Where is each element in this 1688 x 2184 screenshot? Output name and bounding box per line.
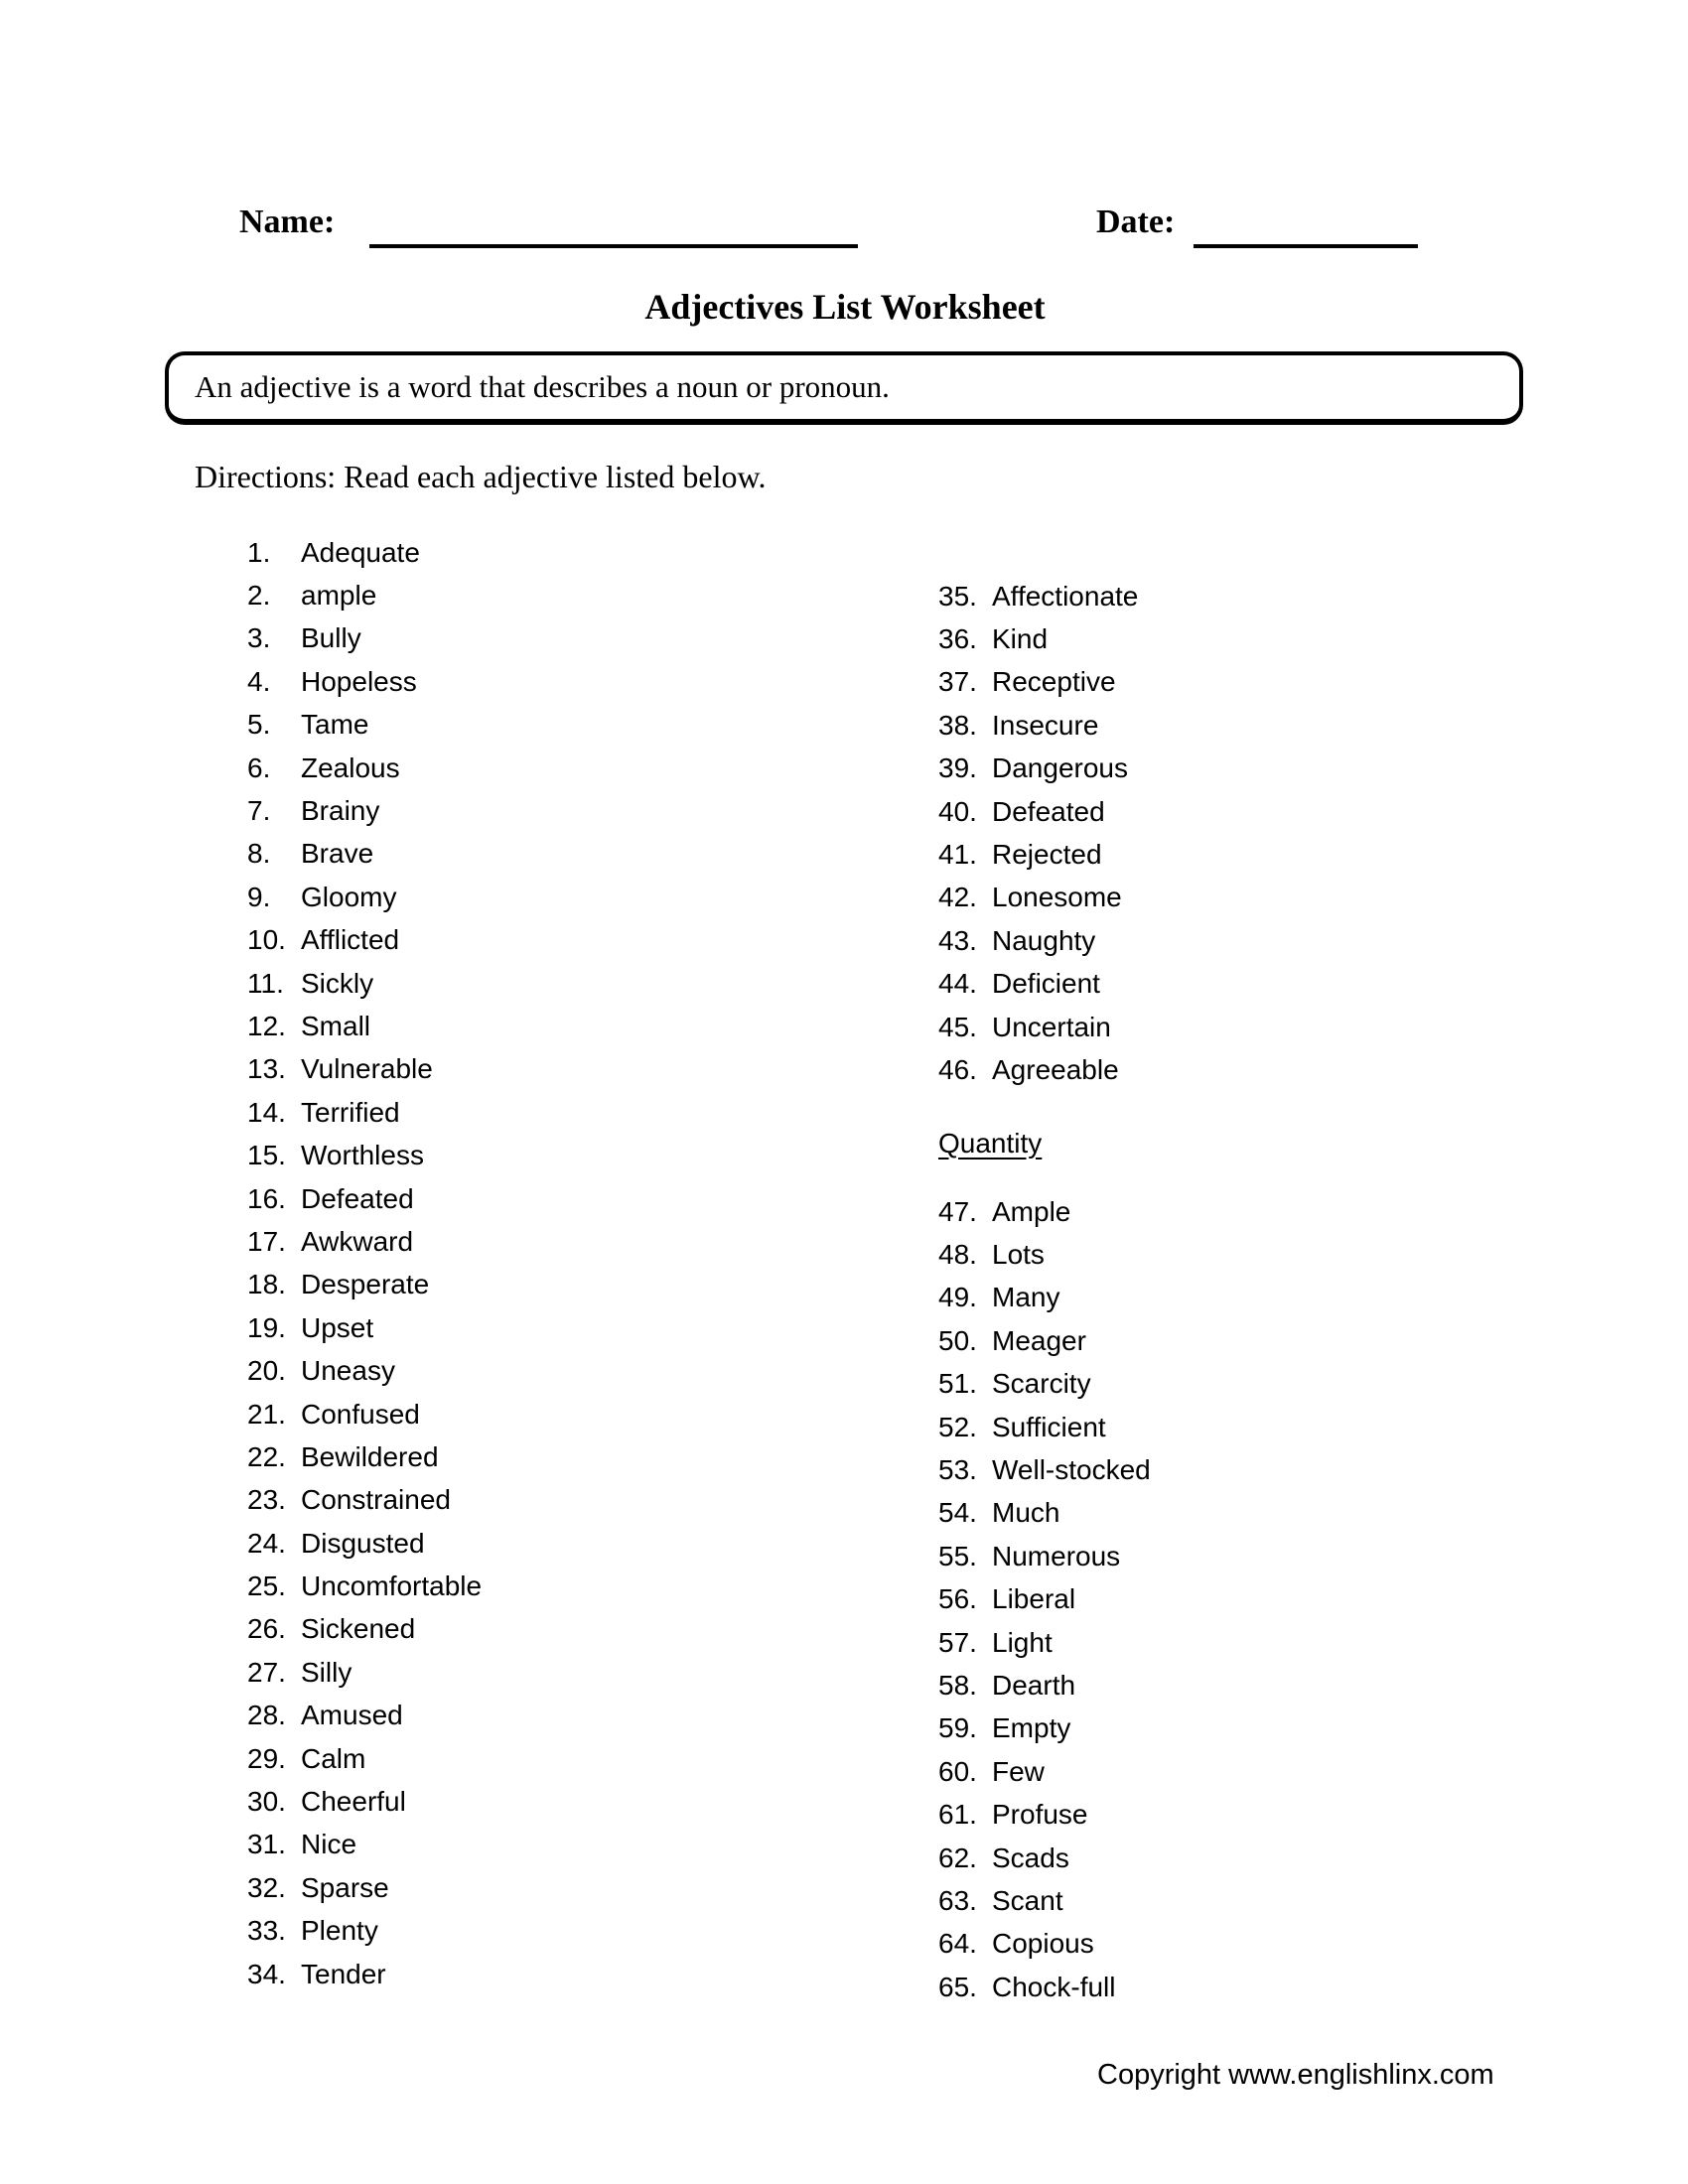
list-item [938, 877, 1138, 919]
list-item-word: Much [992, 1497, 1060, 1529]
list-item [938, 1793, 1151, 1836]
name-label: Name: [239, 204, 336, 240]
list-item [247, 1264, 482, 1306]
list-item-word: Tender [301, 1958, 386, 1989]
list-item-number: 17. [247, 1225, 286, 1257]
directions-text: Directions: Read each adjective listed below. [195, 459, 767, 494]
list-item-word: Meager [992, 1324, 1086, 1356]
list-item-number: 64. [938, 1928, 977, 1960]
definition-text: An adjective is a word that describes a noun or pronoun. [195, 369, 890, 404]
list-item-word: Affectionate [992, 580, 1139, 612]
list-item [247, 1349, 482, 1392]
list-item-number: 12. [247, 1010, 286, 1041]
list-item-word: Scarcity [992, 1368, 1091, 1400]
list-item-number: 49. [938, 1282, 977, 1313]
list-item-number: 41. [938, 839, 977, 871]
list-item-word: Deficient [992, 968, 1100, 1000]
list-item-word: Defeated [301, 1182, 414, 1214]
list-item-word: Uneasy [301, 1355, 395, 1387]
list-item-word: Copious [992, 1928, 1094, 1960]
list-item-number: 44. [938, 968, 977, 1000]
list-item [247, 1435, 482, 1478]
list-item-number: 51. [938, 1368, 977, 1400]
list-item-word: Kind [992, 623, 1049, 655]
list-item [247, 1608, 482, 1651]
list-item-number: 18. [247, 1269, 286, 1300]
list-item [938, 1578, 1151, 1621]
list-item-word: Terrified [301, 1096, 400, 1128]
list-item-number: 23. [247, 1484, 286, 1516]
list-item-number: 10. [247, 924, 286, 956]
list-item-number: 54. [938, 1497, 977, 1529]
list-item-word: Adequate [301, 536, 420, 568]
adjective-list-right-column-bottom [938, 1190, 1151, 2008]
definition-box [165, 351, 1523, 425]
list-item-word: Vulnerable [301, 1053, 433, 1085]
list-item-number: 50. [938, 1324, 977, 1356]
list-item-number: 8. [247, 838, 271, 870]
list-item-number: 30. [247, 1786, 286, 1818]
list-item-number: 13. [247, 1053, 286, 1085]
list-item [247, 531, 482, 574]
list-item [247, 1306, 482, 1349]
list-item [247, 1220, 482, 1263]
list-item-number: 1. [247, 536, 271, 568]
list-item-number: 20. [247, 1355, 286, 1387]
list-item [938, 919, 1138, 962]
list-item [247, 1565, 482, 1607]
list-item-word: Many [992, 1282, 1060, 1313]
list-item [938, 1492, 1151, 1535]
list-item-number: 29. [247, 1742, 286, 1774]
list-item-number: 38. [938, 709, 977, 741]
list-item-word: Worthless [301, 1140, 424, 1171]
list-item-word: Sickened [301, 1613, 416, 1645]
list-item-number: 52. [938, 1411, 977, 1442]
list-item [247, 1737, 482, 1780]
list-item-word: Insecure [992, 709, 1099, 741]
list-item-number: 39. [938, 752, 977, 784]
adjective-list-left-column [247, 531, 482, 1995]
date-label: Date: [1096, 204, 1176, 240]
list-item-word: Confused [301, 1398, 420, 1430]
list-item-number: 59. [938, 1712, 977, 1744]
list-item [247, 789, 482, 832]
list-item [247, 1651, 482, 1694]
list-item-number: 14. [247, 1096, 286, 1128]
list-item [938, 1535, 1151, 1577]
list-item [247, 1866, 482, 1909]
list-item-number: 43. [938, 924, 977, 956]
list-item [247, 876, 482, 918]
list-item [247, 1695, 482, 1737]
list-item-number: 16. [247, 1182, 286, 1214]
list-item-word: Defeated [992, 795, 1105, 827]
list-item [938, 1006, 1138, 1048]
list-item-number: 63. [938, 1884, 977, 1916]
list-item-number: 3. [247, 622, 271, 654]
list-item [938, 704, 1138, 747]
list-item-number: 36. [938, 623, 977, 655]
list-item [938, 963, 1138, 1006]
list-item-number: 45. [938, 1011, 977, 1042]
list-item-number: 19. [247, 1311, 286, 1343]
list-item-number: 55. [938, 1540, 977, 1571]
list-item-number: 42. [938, 882, 977, 913]
list-item-word: Sparse [301, 1871, 389, 1903]
list-item [938, 1923, 1151, 1966]
list-item-word: Awkward [301, 1225, 414, 1257]
list-item-word: Bully [301, 622, 361, 654]
list-item [247, 1824, 482, 1866]
list-item-word: Hopeless [301, 665, 417, 697]
list-item-number: 61. [938, 1799, 977, 1831]
list-item-word: Zealous [301, 751, 400, 783]
list-item [938, 1707, 1151, 1750]
list-item-number: 22. [247, 1440, 286, 1472]
list-item-number: 46. [938, 1053, 977, 1085]
list-item [938, 575, 1138, 617]
list-item-word: Cheerful [301, 1786, 406, 1818]
list-item [247, 1091, 482, 1134]
list-item-word: Sickly [301, 967, 374, 999]
list-item [938, 1879, 1151, 1922]
list-item-number: 4. [247, 665, 271, 697]
name-blank-line [369, 208, 858, 248]
list-item-number: 21. [247, 1398, 286, 1430]
list-item [938, 1750, 1151, 1793]
list-item [247, 1048, 482, 1091]
list-item-word: Scant [992, 1884, 1063, 1916]
list-item-number: 11. [247, 967, 284, 999]
list-item-word: Naughty [992, 924, 1096, 956]
list-item-number: 62. [938, 1842, 977, 1873]
list-item-word: Lonesome [992, 882, 1122, 913]
list-item-number: 28. [247, 1700, 286, 1731]
list-item [247, 1479, 482, 1522]
list-item [247, 962, 482, 1005]
list-item [247, 1393, 482, 1435]
list-item-number: 35. [938, 580, 977, 612]
list-item [247, 660, 482, 703]
list-item-word: Light [992, 1626, 1053, 1658]
list-item [938, 790, 1138, 833]
list-item [938, 1190, 1151, 1233]
list-item-number: 7. [247, 795, 271, 827]
list-item-number: 53. [938, 1454, 977, 1486]
list-item-word: Brainy [301, 795, 380, 827]
list-item [247, 1780, 482, 1823]
list-item [247, 833, 482, 876]
list-item [938, 1448, 1151, 1491]
list-item-number: 24. [247, 1527, 286, 1559]
list-item [247, 1134, 482, 1176]
list-item-number: 56. [938, 1583, 977, 1615]
list-item-word: Uncomfortable [301, 1570, 483, 1602]
list-item-number: 26. [247, 1613, 286, 1645]
list-item-word: Dearth [992, 1669, 1076, 1701]
list-item-word: Silly [301, 1656, 352, 1688]
list-item-number: 2. [247, 580, 271, 612]
list-item-word: Empty [992, 1712, 1071, 1744]
list-item-number: 60. [938, 1755, 977, 1787]
list-item-word: Disgusted [301, 1527, 425, 1559]
list-item [247, 617, 482, 660]
list-item-word: Desperate [301, 1269, 430, 1300]
list-item [938, 1664, 1151, 1706]
list-item-number: 33. [247, 1915, 286, 1947]
list-item [938, 833, 1138, 876]
list-item-number: 37. [938, 666, 977, 698]
list-item [938, 1621, 1151, 1664]
list-item [938, 1277, 1151, 1319]
list-item-word: Gloomy [301, 881, 397, 912]
list-item [938, 617, 1138, 660]
list-item-number: 5. [247, 709, 271, 741]
list-item [247, 574, 482, 616]
list-item [247, 1910, 482, 1953]
list-item-word: Sufficient [992, 1411, 1106, 1442]
page-title: Adjectives List Worksheet [644, 287, 1046, 327]
list-item-number: 58. [938, 1669, 977, 1701]
list-item-number: 40. [938, 795, 977, 827]
list-item [247, 747, 482, 789]
adjective-list-right-column-top [938, 575, 1138, 1092]
list-item [247, 1005, 482, 1047]
list-item-word: ample [301, 580, 377, 612]
list-item [938, 661, 1138, 704]
list-item-word: Calm [301, 1742, 366, 1774]
list-item-word: Upset [301, 1311, 374, 1343]
list-item-word: Nice [301, 1829, 357, 1860]
list-item-number: 31. [247, 1829, 286, 1860]
list-item [938, 1837, 1151, 1879]
date-blank-line [1194, 208, 1418, 248]
list-item-word: Lots [992, 1239, 1045, 1271]
list-item-word: Tame [301, 709, 369, 741]
list-item-number: 57. [938, 1626, 977, 1658]
list-item-word: Amused [301, 1700, 403, 1731]
list-item-word: Agreeable [992, 1053, 1119, 1085]
list-item-word: Few [992, 1755, 1045, 1787]
list-item-number: 25. [247, 1570, 286, 1602]
list-item-word: Afflicted [301, 924, 400, 956]
list-item-number: 15. [247, 1140, 286, 1171]
list-item-number: 65. [938, 1971, 977, 2002]
list-item-number: 48. [938, 1239, 977, 1271]
list-item-number: 34. [247, 1958, 286, 1989]
list-item [938, 1233, 1151, 1276]
list-item [247, 704, 482, 747]
list-item [247, 1953, 482, 1995]
list-item [938, 1406, 1151, 1448]
list-item [247, 1522, 482, 1565]
list-item-word: Well-stocked [992, 1454, 1151, 1486]
quantity-section-heading: Quantity [938, 1127, 1043, 1159]
list-item-word: Brave [301, 838, 374, 870]
list-item-number: 27. [247, 1656, 286, 1688]
list-item [247, 1177, 482, 1220]
list-item-word: Chock-full [992, 1971, 1116, 2002]
list-item [938, 1048, 1138, 1091]
list-item [247, 919, 482, 962]
list-item-number: 9. [247, 881, 271, 912]
list-item-word: Profuse [992, 1799, 1088, 1831]
list-item-number: 32. [247, 1871, 286, 1903]
list-item-word: Plenty [301, 1915, 378, 1947]
list-item-word: Scads [992, 1842, 1069, 1873]
list-item-number: 6. [247, 751, 271, 783]
list-item-word: Rejected [992, 839, 1102, 871]
list-item-number: 47. [938, 1195, 977, 1227]
list-item-word: Liberal [992, 1583, 1076, 1615]
list-item-word: Uncertain [992, 1011, 1111, 1042]
list-item [938, 1363, 1151, 1406]
copyright-text: Copyright www.englishlinx.com [1097, 2059, 1494, 2091]
list-item-word: Constrained [301, 1484, 451, 1516]
list-item-word: Receptive [992, 666, 1116, 698]
list-item-word: Dangerous [992, 752, 1128, 784]
list-item-word: Ample [992, 1195, 1071, 1227]
list-item [938, 1319, 1151, 1362]
list-item-word: Bewildered [301, 1440, 439, 1472]
list-item-word: Numerous [992, 1540, 1121, 1571]
list-item [938, 1966, 1151, 2008]
list-item-word: Small [301, 1010, 371, 1041]
list-item [938, 748, 1138, 790]
